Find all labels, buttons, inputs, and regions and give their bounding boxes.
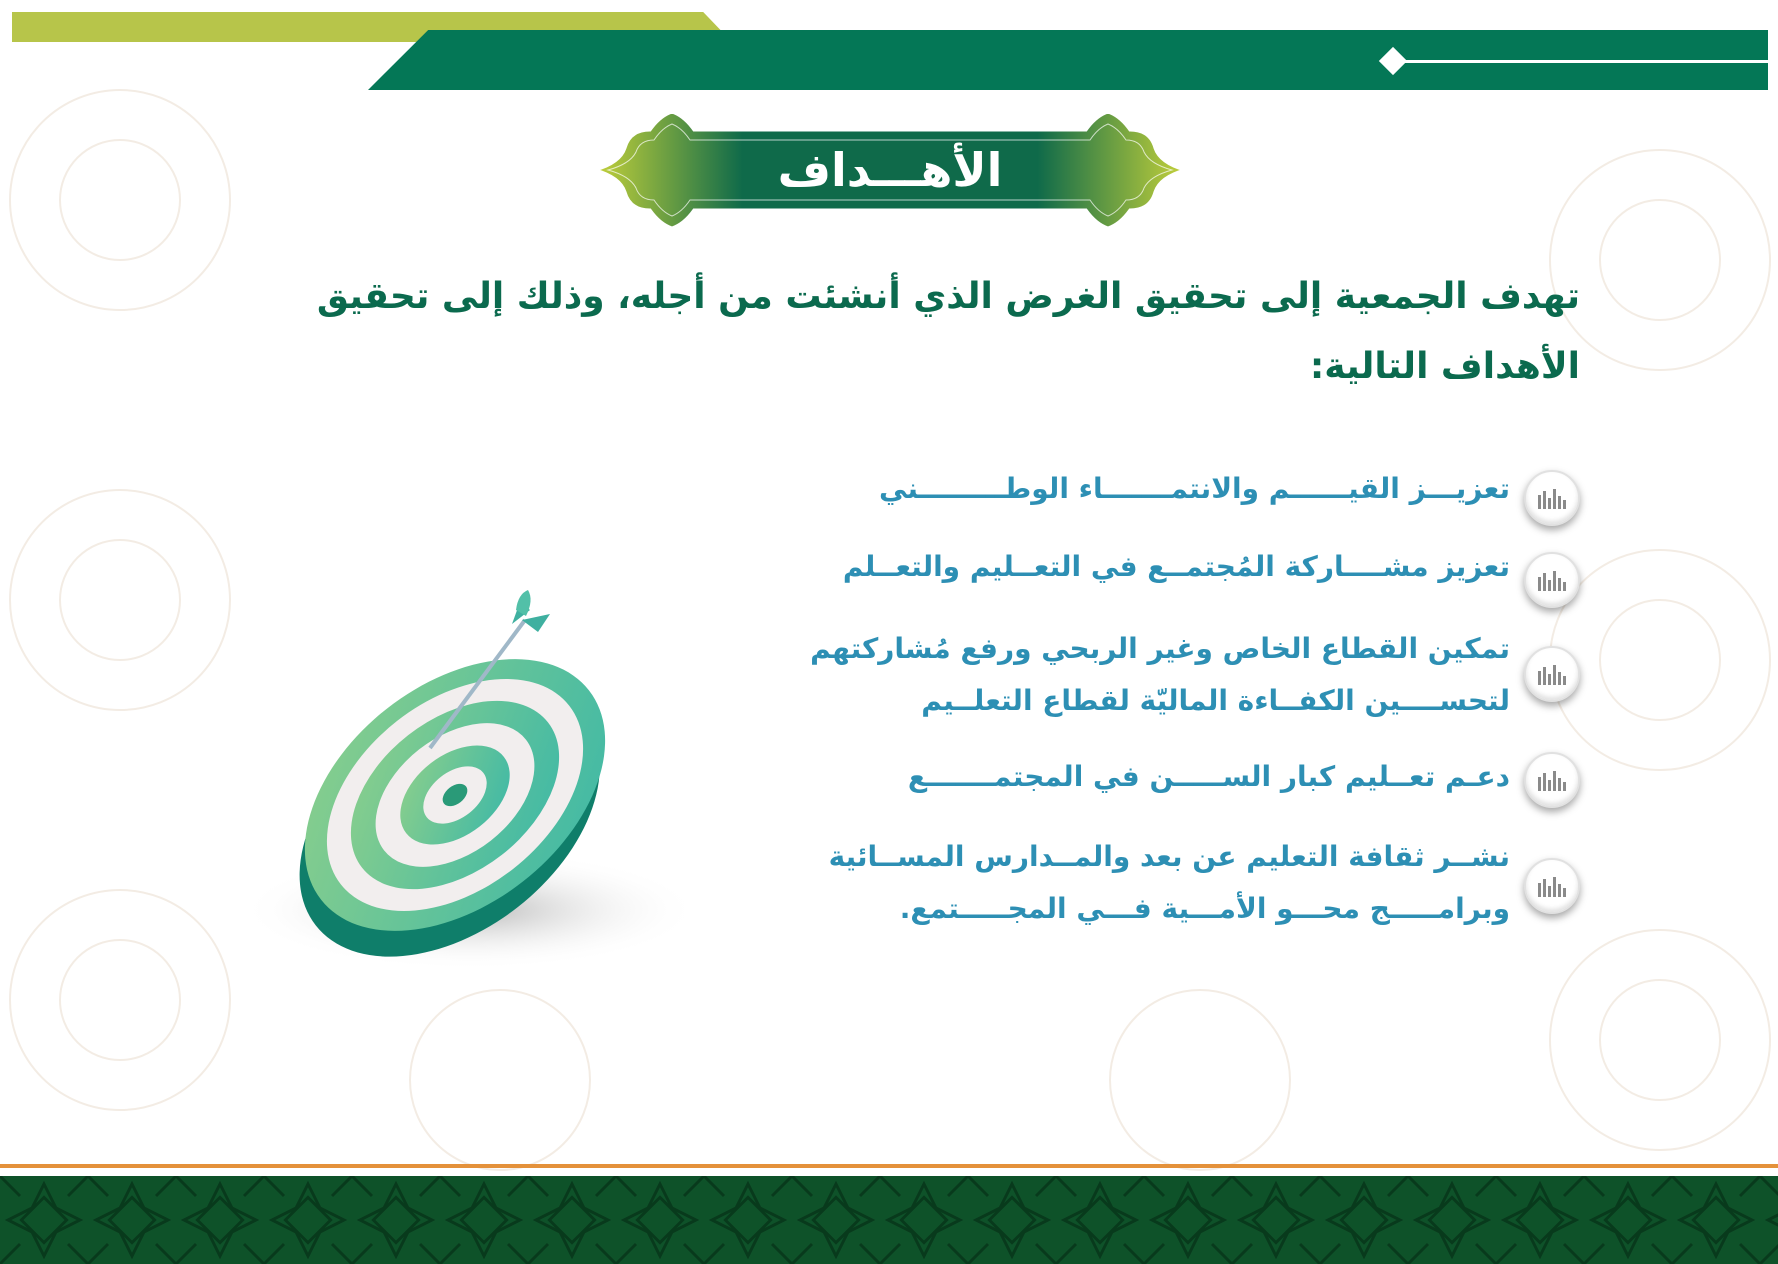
footer-orange-line xyxy=(0,1164,1778,1168)
chart-bars-icon xyxy=(1524,646,1580,702)
intro-paragraph: تهدف الجمعية إلى تحقيق الغرض الذي أنشئت من أجله، وذلك إلى تحقيق الأهداف التالية: xyxy=(316,276,1580,387)
goal-text-line: تعزيز مشــــاركة المُجتمــع في التعــليم والتعــلم xyxy=(842,550,1510,583)
goal-text-line: تمكين القطاع الخاص وغير الربحي ورفع مُشاركتهم xyxy=(810,632,1510,665)
goal-text-line: لتحســــين الكفــاءة الماليّة لقطاع التعلــيم xyxy=(921,684,1510,717)
goal-text-line: وبرامـــــج محـــو الأمـــية فـــي المجـــــتمع. xyxy=(899,892,1510,925)
footer-pattern-band xyxy=(0,1176,1778,1264)
chart-bars-icon xyxy=(1524,752,1580,808)
goal-text-line: تعزيـــز القيــــــم والانتمـــــــاء الوطـــــــــني xyxy=(878,472,1510,505)
target-arrow-icon xyxy=(230,580,730,1010)
chart-bars-icon xyxy=(1524,858,1580,914)
goals-list xyxy=(810,0,1590,1000)
goal-text-line: دعـم تعــليم كبار الســـــن في المجتمـــــــع xyxy=(907,760,1510,793)
goal-text-line: نشــر ثقافة التعليم عن بعد والمــدارس المســائية xyxy=(828,840,1510,873)
page-title: الأهـــداف xyxy=(777,143,1003,197)
chart-bars-icon xyxy=(1524,470,1580,526)
chart-bars-icon xyxy=(1524,552,1580,608)
